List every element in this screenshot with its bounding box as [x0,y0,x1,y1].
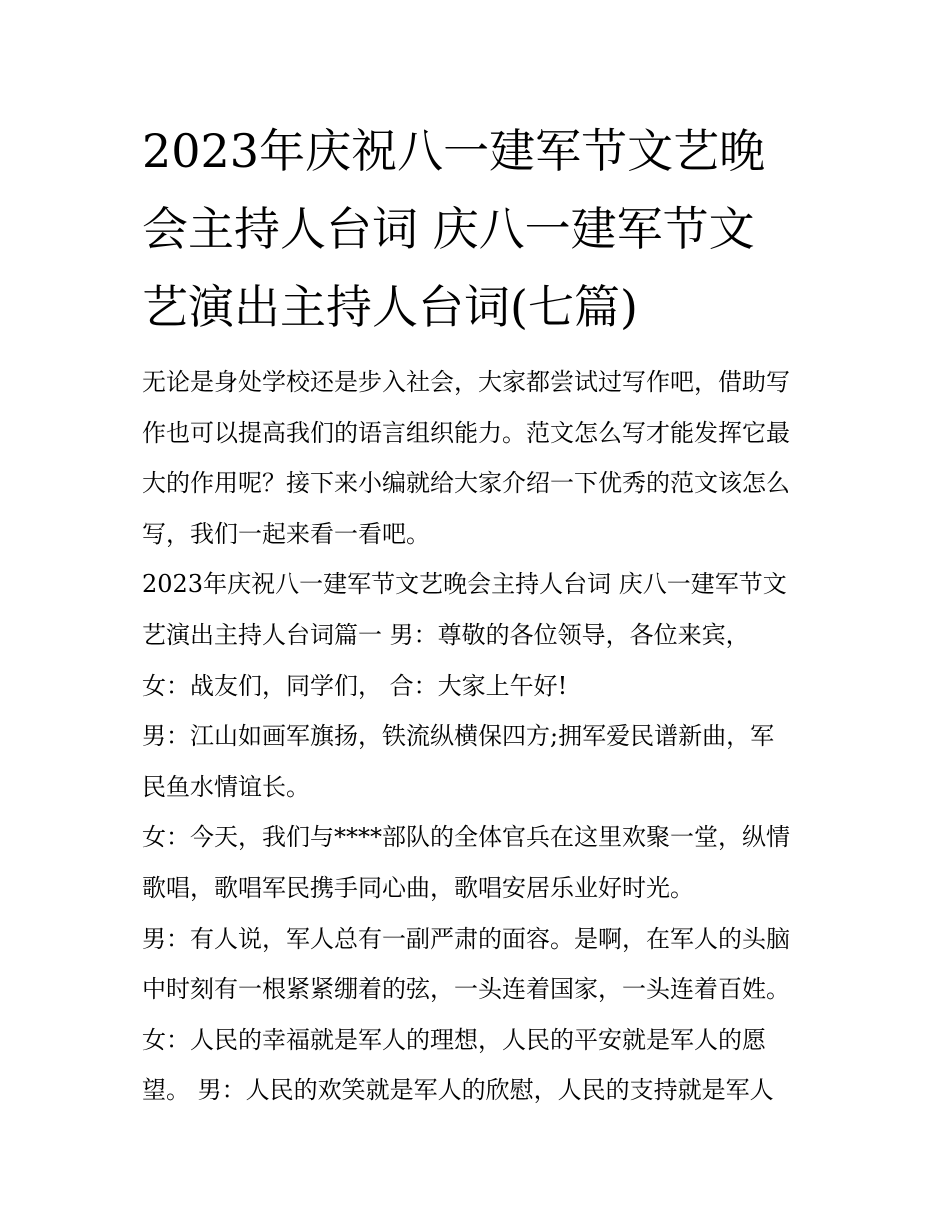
body-line: 女：人民的幸福就是军人的理想，人民的平安就是军人的愿 [142,1025,766,1054]
body-line: 女：今天，我们与****部队的全体官兵在这里欢聚一堂，纵情 [142,823,790,852]
body-line: 歌唱，歌唱军民携手同心曲，歌唱安居乐业好时光。 [142,873,694,902]
body-line: 写，我们一起来看一看吧。 [142,519,430,548]
body-line: 无论是身处学校还是步入社会，大家都尝试过写作吧，借助写 [142,368,790,396]
body-line: 大的作用呢？接下来小编就给大家介绍一下优秀的范文该怎么 [142,469,790,498]
body-line: 女：战友们，同学们， 合：大家上午好! [142,671,568,700]
body-line: 男：江山如画军旗扬，铁流纵横保四方;拥军爱民谱新曲，军 [142,722,775,751]
document-body [142,357,822,1116]
title-line: 艺演出主持人台词(七篇) [142,280,638,334]
body-line: 作也可以提高我们的语言组织能力。范文怎么写才能发挥它最 [142,418,790,447]
title-line: 会主持人台词 庆八一建军节文 [142,202,755,256]
body-line: 中时刻有一根紧紧绷着的弦，一头连着国家，一头连着百姓。 [142,975,790,1004]
title-line: 2023年庆祝八一建军节文艺晚 [142,124,766,178]
document-title [142,112,822,346]
body-line: 2023年庆祝八一建军节文艺晚会主持人台词 庆八一建军节文 [142,570,787,599]
body-line: 艺演出主持人台词篇一 男：尊敬的各位领导，各位来宾， [142,620,750,649]
body-line: 民鱼水情谊长。 [142,772,310,801]
body-line: 望。 男：人民的欢笑就是军人的欣慰，人民的支持就是军人 [142,1076,774,1105]
body-line: 男：有人说，军人总有一副严肃的面容。是啊，在军人的头脑 [142,924,790,953]
